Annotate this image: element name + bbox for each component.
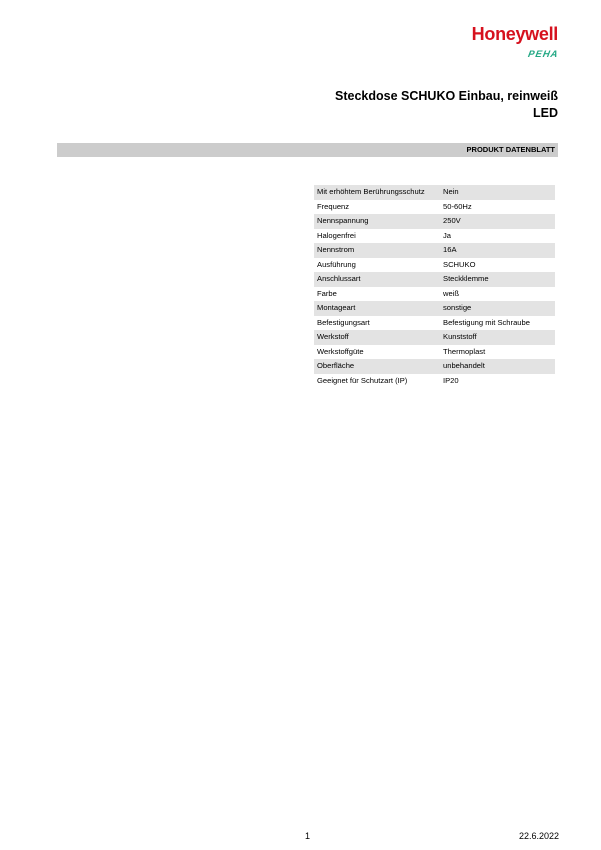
spec-key: Halogenfrei [317,230,356,240]
spec-value: Befestigung mit Schraube [443,317,530,327]
section-header-band [57,143,558,157]
peha-wordmark: PEHA [526,49,560,60]
table-row [314,185,555,200]
spec-value: weiß [443,288,460,298]
spec-key: Werkstoff [317,332,349,341]
spec-key: Anschlussart [317,274,361,283]
spec-table [314,185,555,388]
spec-key: Befestigungsart [317,317,370,327]
spec-value: IP20 [443,375,459,385]
brand-logo [472,24,558,62]
spec-key: Nennstrom [317,245,355,254]
table-row [314,214,555,229]
honeywell-wordmark: Honeywell [471,24,558,44]
spec-value: 16A [443,245,457,254]
spec-value: Thermoplast [443,346,486,356]
section-label: PRODUKT DATENBLATT [466,145,555,154]
spec-key: Werkstoffgüte [317,346,364,356]
spec-value: Steckklemme [443,274,489,283]
spec-value: 250V [443,216,461,225]
spec-key: Mit erhöhtem Berührungsschutz [317,187,425,196]
table-row [314,301,555,316]
table-row [314,330,555,345]
spec-key: Nennspannung [317,216,369,225]
spec-key: Frequenz [317,201,350,211]
table-row [314,258,555,273]
spec-value: unbehandelt [443,361,485,370]
page-number: 1 [305,831,311,841]
product-title-line2: LED [533,106,558,120]
product-title-line1: Steckdose SCHUKO Einbau, reinweiß [335,89,558,103]
table-row [314,359,555,374]
table-row [314,229,555,244]
product-title [238,88,558,122]
spec-value: Nein [443,187,459,196]
table-row [314,200,555,215]
spec-key: Montageart [317,303,356,312]
table-row [314,272,555,287]
spec-value: Kunststoff [443,332,477,341]
table-row [314,287,555,302]
print-date: 22.6.2022 [518,831,559,841]
table-row [314,374,555,389]
spec-value: SCHUKO [443,259,476,269]
spec-value: 50-60Hz [443,201,472,211]
spec-value: Ja [443,230,452,240]
table-row [314,316,555,331]
spec-key: Farbe [317,288,337,298]
table-row [314,243,555,258]
spec-key: Oberfläche [317,361,355,370]
table-row [314,345,555,360]
spec-key: Ausführung [317,259,356,269]
spec-value: sonstige [443,303,472,312]
spec-key: Geeignet für Schutzart (IP) [317,375,408,385]
